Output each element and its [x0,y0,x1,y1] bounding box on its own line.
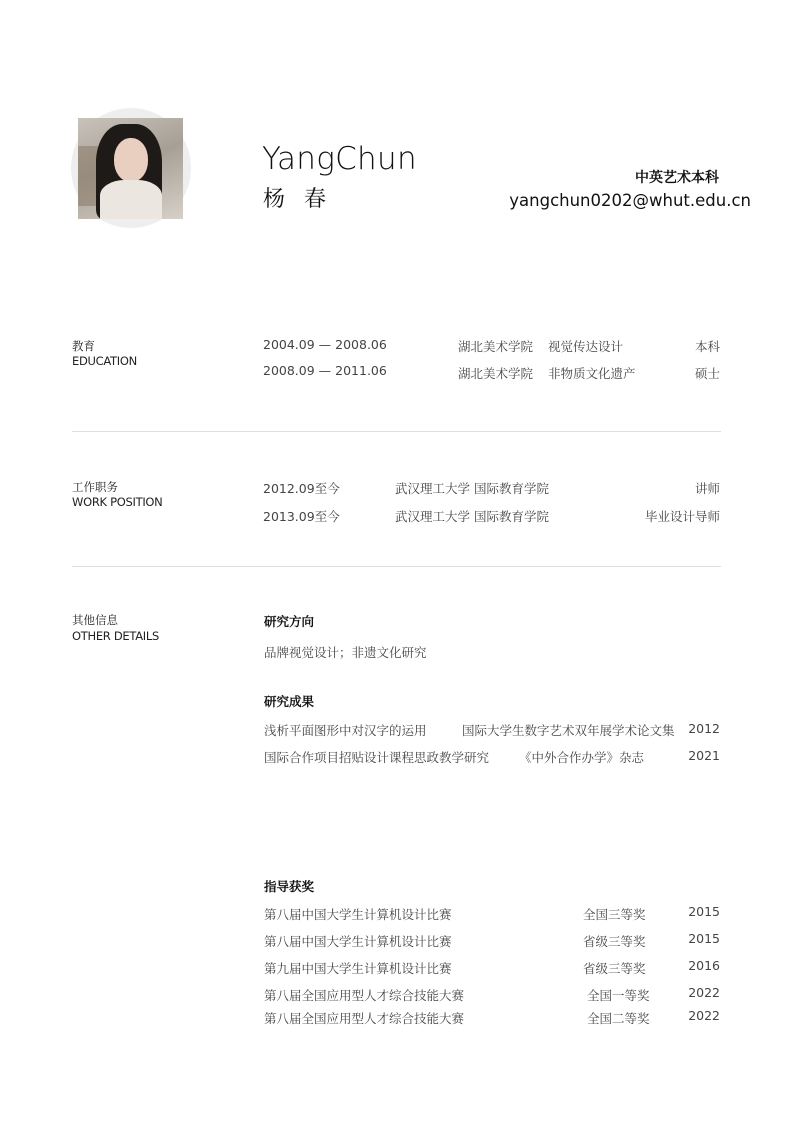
award-year: 2022 [688,985,720,1000]
work-organization: 武汉理工大学 国际教育学院 [395,509,549,524]
education-major: 非物质文化遗产 [548,366,636,381]
name-english: YangChun [262,141,417,177]
award-year: 2015 [688,904,720,919]
award-year: 2015 [688,931,720,946]
profile-photo [78,118,183,219]
photo-background [78,146,98,206]
research-result-venue: 《中外合作办学》杂志 [519,750,645,765]
award-level: 全国三等奖 [583,907,646,922]
education-school: 湖北美术学院 [458,366,534,381]
award-name: 第八届中国大学生计算机设计比赛 [264,934,452,949]
work-organization: 武汉理工大学 国际教育学院 [395,481,549,496]
section-divider [72,566,721,567]
award-year: 2016 [688,958,720,973]
work-period: 2013.09至今 [263,509,340,524]
education-period: 2004.09 — 2008.06 [263,337,387,352]
award-name: 第八届全国应用型人才综合技能大赛 [264,1011,465,1026]
photo-face [114,138,148,182]
other-label-en: OTHER DETAILS [72,629,159,643]
education-label-zh: 教育 [72,339,95,353]
research-result-title: 浅析平面图形中对汉字的运用 [264,723,427,738]
award-name: 第九届中国大学生计算机设计比赛 [264,961,452,976]
research-result-venue: 国际大学生数字艺术双年展学术论文集 [462,723,675,738]
education-period: 2008.09 — 2011.06 [263,363,387,378]
award-level: 全国一等奖 [587,988,650,1003]
research-result-year: 2012 [688,721,720,736]
work-label-en: WORK POSITION [72,495,163,509]
work-role: 讲师 [694,481,720,496]
education-degree: 硕士 [694,366,720,381]
award-level: 省级三等奖 [583,961,646,976]
work-role: 毕业设计导师 [644,509,720,524]
education-label-en: EDUCATION [72,354,137,368]
email-address: yangchun0202@whut.edu.cn [509,191,751,210]
research-direction-text: 品牌视觉设计；非遗文化研究 [264,645,427,660]
section-divider [72,431,721,432]
degree-summary: 中英艺术本科 [635,170,719,186]
award-level: 全国二等奖 [587,1011,650,1026]
education-degree: 本科 [694,339,720,354]
education-major: 视觉传达设计 [548,339,624,354]
research-result-title: 国际合作项目招贴设计课程思政教学研究 [264,750,490,765]
education-school: 湖北美术学院 [458,339,534,354]
research-direction-title: 研究方向 [264,614,315,629]
award-name: 第八届中国大学生计算机设计比赛 [264,907,452,922]
research-result-year: 2021 [688,748,720,763]
award-year: 2022 [688,1008,720,1023]
work-period: 2012.09至今 [263,481,340,496]
work-label-zh: 工作职务 [72,480,118,494]
name-chinese: 杨 春 [263,187,332,212]
awards-title: 指导获奖 [264,879,315,894]
other-label-zh: 其他信息 [72,613,118,627]
award-level: 省级三等奖 [583,934,646,949]
award-name: 第八届全国应用型人才综合技能大赛 [264,988,465,1003]
research-results-title: 研究成果 [264,694,315,709]
photo-scarf [100,180,162,219]
